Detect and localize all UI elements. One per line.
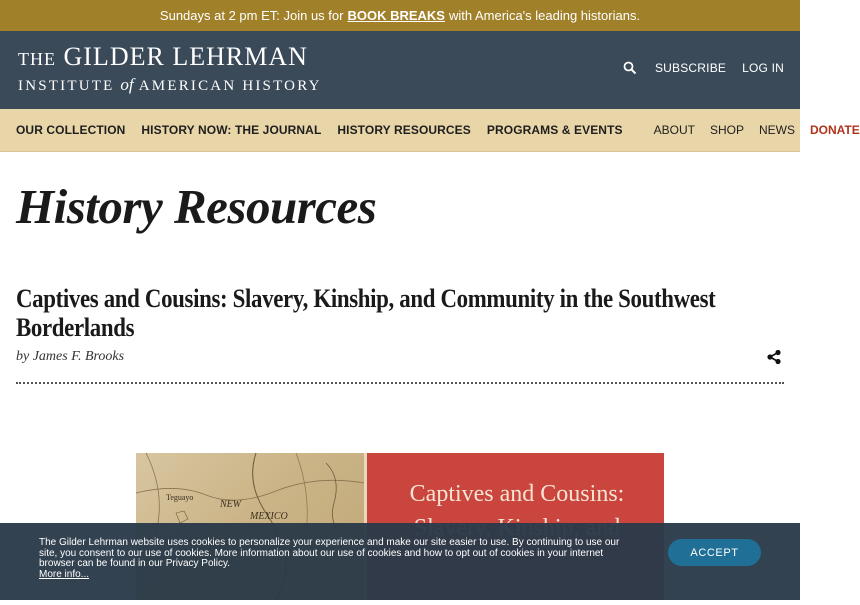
site-header: [0, 31, 800, 109]
login-link[interactable]: LOG IN: [742, 61, 784, 75]
cookie-more-info-link[interactable]: More info...: [39, 568, 90, 580]
nav-history-now[interactable]: HISTORY NOW: THE JOURNAL: [141, 123, 322, 137]
nav-our-collection[interactable]: OUR COLLECTION: [16, 123, 126, 137]
announcement-suffix: with America's leading historians.: [448, 8, 641, 23]
map-label-new: NEW: [220, 499, 242, 510]
announcement-prefix: Sundays at 2 pm ET: Join us for: [159, 8, 344, 23]
header-actions: [623, 61, 784, 75]
map-label-teguayo: Teguayo: [166, 493, 194, 502]
main-nav: [0, 109, 860, 152]
cookie-text: The Gilder Lehrman website uses cookies to personalize your experience and make our site easier to use. By continuing to use our site, you consent to our use of cookies. More information about our use of cookies and how to opt out of cookies in your internet browser can be found in our Privacy Policy.: [39, 537, 620, 569]
accept-cookies-button[interactable]: ACCEPT: [668, 539, 761, 566]
cookie-banner: [0, 523, 800, 600]
article-byline: by James F. Brooks: [16, 349, 125, 364]
page-title: History Resources: [16, 179, 377, 234]
cover-title-line1: Captives and Cousins:: [409, 481, 625, 507]
subscribe-link[interactable]: SUBSCRIBE: [654, 61, 727, 75]
logo-name: GILDER LEHRMAN: [63, 42, 308, 71]
nav-programs-events[interactable]: PROGRAMS & EVENTS: [486, 123, 623, 137]
article-divider: [16, 382, 784, 384]
nav-shop[interactable]: SHOP: [709, 123, 744, 137]
announcement-bar: [0, 0, 800, 31]
logo-american-history: AMERICAN HISTORY: [138, 78, 322, 94]
book-breaks-link[interactable]: BOOK BREAKS: [347, 8, 445, 23]
nav-news[interactable]: NEWS: [758, 123, 795, 137]
nav-about[interactable]: ABOUT: [653, 123, 695, 137]
search-icon[interactable]: [623, 61, 637, 75]
cookie-message: [39, 538, 629, 580]
nav-history-resources[interactable]: HISTORY RESOURCES: [337, 123, 471, 137]
logo-of: of: [120, 75, 134, 94]
article-title: Captives and Cousins: Slavery, Kinship, and Community in the Southwest Borderlands: [16, 284, 716, 342]
site-logo[interactable]: [18, 43, 322, 98]
share-icon[interactable]: [766, 349, 782, 365]
map-label-mexico: MEXICO: [250, 511, 288, 522]
logo-the: THE: [18, 49, 56, 69]
logo-institute: INSTITUTE: [18, 78, 115, 94]
nav-donate[interactable]: DONATE: [809, 123, 860, 137]
